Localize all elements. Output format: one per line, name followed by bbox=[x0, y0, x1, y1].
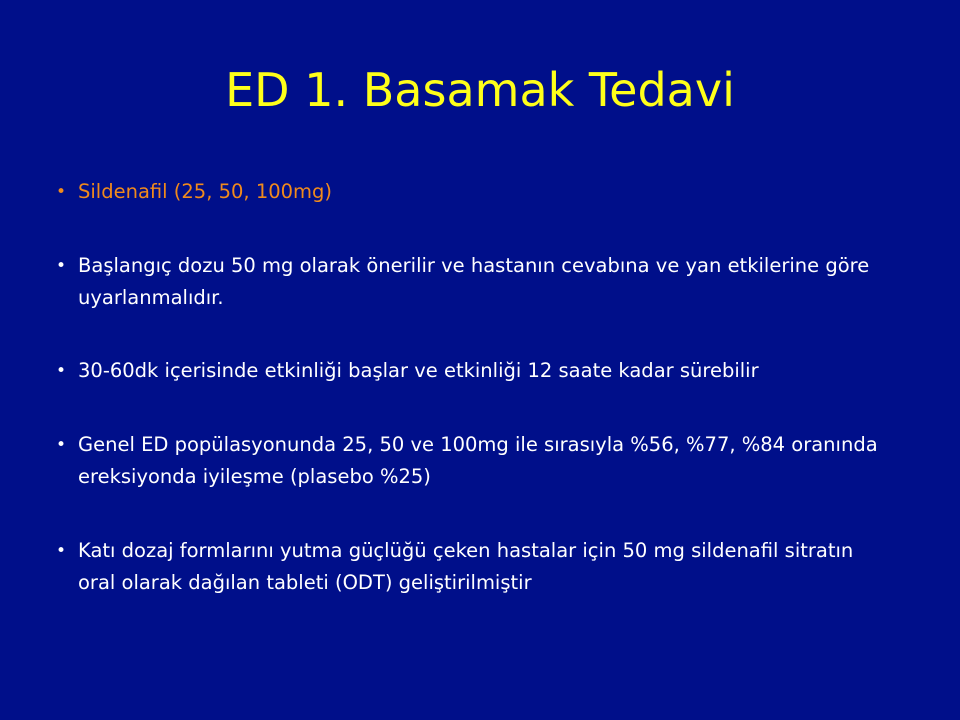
bullet-item bbox=[56, 429, 896, 493]
bullet-marker: • bbox=[56, 541, 67, 561]
bullet-marker: • bbox=[56, 256, 67, 276]
bullet-text: Katı dozaj formlarını yutma güçlüğü çeken hastalar için 50 mg sildenafil sitratın oral olarak dağılan tableti (ODT) geliştirilmiştir bbox=[78, 539, 854, 594]
bullet-item bbox=[56, 176, 896, 208]
bullet-text: Genel ED popülasyonunda 25, 50 ve 100mg ile sırasıyla %56, %77, %84 oranında ereksiyonda iyileşme (plasebo %25) bbox=[78, 433, 878, 488]
bullet-item bbox=[56, 355, 896, 387]
bullet-text: Sildenafil (25, 50, 100mg) bbox=[78, 180, 333, 203]
bullet-item bbox=[56, 250, 896, 314]
slide-title: ED 1. Basamak Tedavi bbox=[225, 63, 735, 117]
bullet-marker: • bbox=[56, 361, 67, 381]
bullet-marker: • bbox=[56, 435, 67, 455]
bullet-marker: • bbox=[56, 182, 67, 202]
bullet-text: Başlangıç dozu 50 mg olarak önerilir ve hastanın cevabına ve yan etkilerine göre uyarlanmalıdır. bbox=[78, 254, 870, 309]
bullet-item bbox=[56, 535, 896, 599]
bullet-text: 30-60dk içerisinde etkinliği başlar ve etkinliği 12 saate kadar sürebilir bbox=[78, 359, 759, 382]
